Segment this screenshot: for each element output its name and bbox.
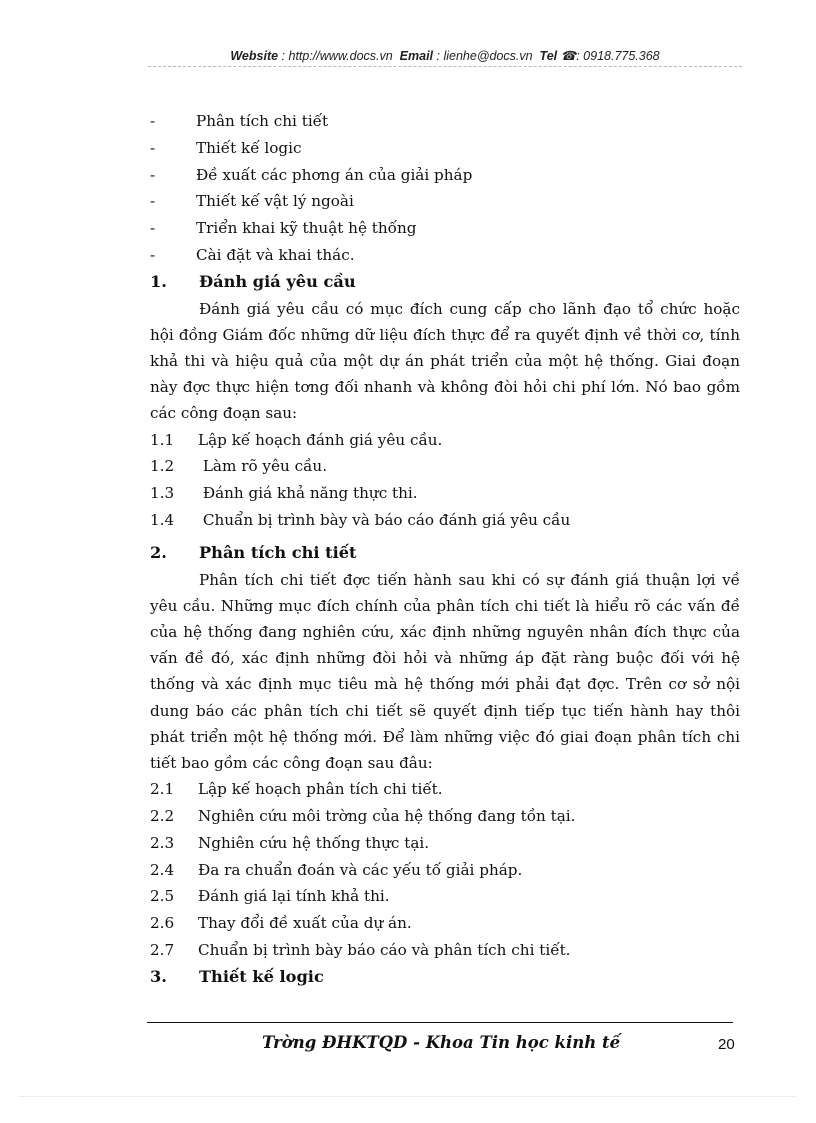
section-1-paragraph: Đánh giá yêu cầu có mục đích cung cấp cho lãnh đạo tổ chức hoặc hội đồng Giám đốc những dữ liệu đích thực để ra quyết định về thời cơ, tính khả thi và hiệu quả của một dự án phát triển của một hệ thống. Giai đoạn này đợc thực hiện tơng đối nhanh và không đòi hỏi chi phí lớn. Nó bao gồm các công đoạn sau: <box>150 299 740 423</box>
header-website-label: Website <box>230 49 279 63</box>
step-text: Chuẩn bị trình bày báo cáo và phân tích chi tiết. <box>198 940 571 959</box>
step-number: 2.1 <box>150 780 175 799</box>
bullet-text: Triển khai kỹ thuật hệ thống <box>196 219 417 238</box>
section-1-heading <box>150 269 740 296</box>
bullet-item <box>150 242 740 269</box>
section-1-number: 1. <box>150 271 167 291</box>
footer-divider <box>147 1022 733 1023</box>
header-tel-label: Tel <box>539 49 558 63</box>
header-email-label: Email <box>399 49 434 63</box>
step-number: 1.4 <box>150 510 175 529</box>
bullet-dash: - <box>150 165 156 184</box>
step-number: 2.2 <box>150 807 175 825</box>
section-3-title: Thiết kế logic <box>199 966 324 986</box>
bullet-item <box>150 215 740 242</box>
step-text: Đánh giá lại tính khả thi. <box>198 887 390 906</box>
step-item <box>150 937 740 964</box>
step-item <box>150 803 740 830</box>
step-number: 1.2 <box>150 457 175 476</box>
bullet-text: Đề xuất các phơng án của giải pháp <box>196 165 473 184</box>
step-text: Đa ra chuẩn đoán và các yếu tố giải pháp. <box>198 860 523 879</box>
bullet-item <box>150 162 740 189</box>
document-body <box>150 108 740 991</box>
bullet-text: Thiết kế vật lý ngoài <box>196 192 354 211</box>
section-3-heading <box>150 964 740 991</box>
section-1-steps <box>150 427 740 534</box>
step-item <box>150 453 740 480</box>
step-number: 2.6 <box>150 914 175 933</box>
step-text: Lập kế hoạch phân tích chi tiết. <box>198 780 443 799</box>
header-tel-value: : 0918.775.368 <box>576 49 660 63</box>
step-number: 2.5 <box>150 887 175 906</box>
bullet-dash: - <box>150 138 156 157</box>
bullet-text: Thiết kế logic <box>196 138 302 157</box>
page-number: 20 <box>718 1036 735 1053</box>
phone-icon: ☎ <box>560 49 577 63</box>
step-text: Chuẩn bị trình bày và báo cáo đánh giá yêu cầu <box>198 510 571 529</box>
bullet-item <box>150 108 740 135</box>
section-3-number: 3. <box>150 966 167 986</box>
page-bottom-border <box>20 1096 796 1097</box>
step-number: 2.7 <box>150 940 175 959</box>
bullet-item <box>150 135 740 162</box>
step-item <box>150 507 740 534</box>
step-number: 1.1 <box>150 430 175 449</box>
bullet-dash: - <box>150 112 156 130</box>
header-divider <box>148 66 742 67</box>
header-website-link[interactable]: : http://www.docs.vn <box>281 49 393 63</box>
step-text: Lập kế hoạch đánh giá yêu cầu. <box>198 430 443 449</box>
header-email-link[interactable]: : lienhe@docs.vn <box>436 49 533 63</box>
step-number: 2.3 <box>150 833 175 852</box>
section-2-steps <box>150 776 740 964</box>
step-text: Nghiên cứu hệ thống thực tại. <box>198 833 430 852</box>
section-2-heading <box>150 540 740 567</box>
step-item <box>150 427 740 454</box>
page-header <box>148 48 742 63</box>
section-2-title: Phân tích chi tiết <box>199 542 357 562</box>
bullet-item <box>150 188 740 215</box>
step-text: Thay đổi đề xuất của dự án. <box>198 914 412 933</box>
bullet-list <box>150 108 740 269</box>
bullet-dash: - <box>150 245 156 264</box>
step-text: Nghiên cứu môi trờng của hệ thống đang tồn tại. <box>198 807 576 825</box>
step-text: Đánh giá khả năng thực thi. <box>198 484 418 503</box>
step-item <box>150 480 740 507</box>
section-2-number: 2. <box>150 542 167 562</box>
step-item <box>150 830 740 857</box>
bullet-text: Cài đặt và khai thác. <box>196 245 355 264</box>
step-item <box>150 910 740 937</box>
section-1-title: Đánh giá yêu cầu <box>199 271 356 291</box>
bullet-text: Phân tích chi tiết <box>196 112 329 130</box>
step-number: 1.3 <box>150 484 175 503</box>
step-number: 2.4 <box>150 860 175 879</box>
step-item <box>150 883 740 910</box>
step-item <box>150 776 740 803</box>
footer-text: Trờng ĐHKTQD - Khoa Tin học kinh tế <box>262 1033 621 1052</box>
bullet-dash: - <box>150 192 156 211</box>
step-item <box>150 857 740 884</box>
section-2-paragraph: Phân tích chi tiết đợc tiến hành sau khi có sự đánh giá thuận lợi về yêu cầu. Những mục đích chính của phân tích chi tiết là hiểu rõ các vấn đề của hệ thống đang nghiên cứu, xác định những nguyên nhân đích thực của vấn đề đó, xác định những đòi hỏi và những áp đặt ràng buộc đối với hệ thống và xác định mục tiêu mà hệ thống mới phải đạt đợc. Trên cơ sở nội dung báo các phân tích chi tiết sẽ quyết định tiếp tục tiến hành hay thôi phát triển một hệ thống mới. Để làm những việc đó giai đoạn phân tích chi tiết bao gồm các công đoạn sau đâu: <box>150 570 740 772</box>
bullet-dash: - <box>150 219 156 238</box>
step-text: Làm rõ yêu cầu. <box>198 457 328 476</box>
